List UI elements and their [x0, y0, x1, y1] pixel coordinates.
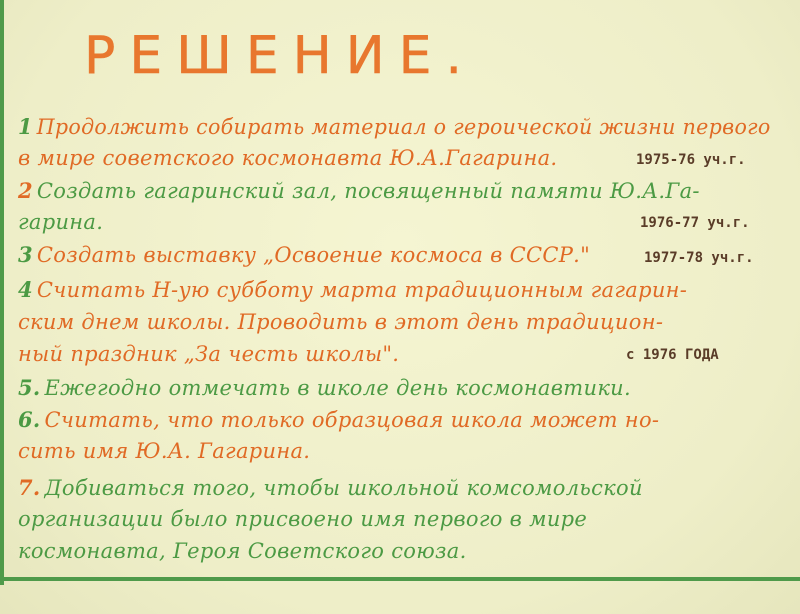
item-4-number: 4	[18, 277, 33, 302]
item-1-period: 1975-76 уч.г.	[636, 152, 746, 168]
item-6-line-1	[18, 407, 659, 432]
item-1-text-2: в мире советского космонавта Ю.А.Гагарина.	[18, 146, 558, 170]
item-4-line-2	[18, 310, 663, 334]
item-3-period: 1977-78 уч.г.	[644, 250, 754, 266]
page-title: РЕШЕНИЕ.	[84, 26, 477, 86]
item-7-text-3: космонавта, Героя Советского союза.	[18, 539, 467, 563]
item-4-text-3: ный праздник „За честь школы".	[18, 342, 400, 366]
item-6-text-1: Считать, что только образцовая школа может но-	[44, 408, 660, 432]
item-3-line-1	[18, 242, 590, 267]
item-2-text-2: гарина.	[18, 210, 104, 234]
item-7-text-2: организации было присвоено имя первого в мире	[18, 507, 588, 531]
item-6-line-2	[18, 439, 310, 463]
item-5-line-1	[18, 375, 631, 400]
item-3-text-1: Создать выставку „Освоение космоса в СССР."	[36, 243, 591, 267]
item-1-number: 1	[18, 114, 33, 139]
item-4-line-1	[18, 277, 687, 302]
item-2-number: 2	[18, 178, 33, 203]
item-2-period: 1976-77 уч.г.	[640, 215, 750, 231]
item-7-number: 7.	[18, 475, 41, 500]
item-1-line-1	[18, 114, 771, 139]
item-7-line-2	[18, 507, 587, 531]
item-1-line-2	[18, 146, 557, 170]
item-6-text-2: сить имя Ю.А. Гагарина.	[18, 439, 311, 463]
item-2-line-1	[18, 178, 700, 203]
left-border-line	[0, 0, 4, 585]
item-7-line-3	[18, 539, 467, 563]
item-4-text-1: Считать Н-ую субботу марта традиционным гагарин-	[36, 278, 688, 302]
item-7-text-1: Добиваться того, чтобы школьной комсомольской	[44, 476, 643, 500]
item-5-number: 5.	[18, 375, 41, 400]
item-1-text-1: Продолжить собирать материал о героической жизни первого	[36, 115, 771, 139]
item-4-line-3	[18, 342, 399, 366]
bottom-border-line	[0, 577, 800, 581]
item-6-number: 6.	[18, 407, 41, 432]
item-4-period: с 1976 ГОДА	[626, 347, 719, 363]
item-2-line-2	[18, 210, 103, 234]
item-4-text-2: ским днем школы. Проводить в этот день традицион-	[18, 310, 664, 334]
item-2-text-1: Создать гагаринский зал, посвященный памяти Ю.А.Га-	[36, 179, 700, 203]
item-7-line-1	[18, 475, 643, 500]
item-3-number: 3	[18, 242, 33, 267]
item-5-text-1: Ежегодно отмечать в школе день космонавтики.	[44, 376, 631, 400]
